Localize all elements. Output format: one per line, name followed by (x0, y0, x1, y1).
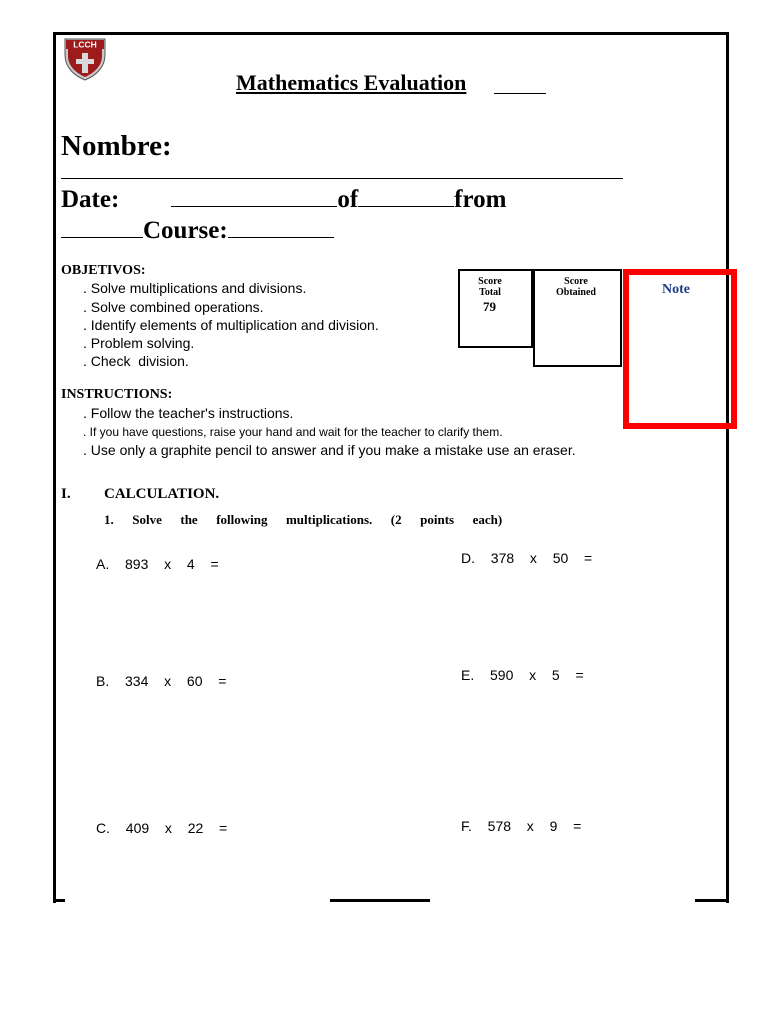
exercise-instruction: 1. Solve the following multiplications. (2 points each) (104, 512, 503, 527)
date-row (61, 184, 506, 214)
objective-item: . Solve multiplications and divisions. (83, 280, 307, 296)
section-title: CALCULATION. (104, 486, 220, 502)
score-total-label (472, 276, 508, 298)
section-number: I. (61, 486, 71, 502)
problem-c: C. 409 x 22 = (96, 820, 228, 836)
date-from-label: from (454, 186, 507, 213)
objective-item: . Identify elements of multiplication and division. (83, 317, 379, 333)
year-blank[interactable] (61, 215, 143, 238)
date-of-label: of (337, 186, 359, 213)
objective-item: . Problem solving. (83, 335, 195, 351)
score-total-label-line1: Score (478, 276, 502, 287)
score-total-value: 79 (483, 299, 496, 314)
objectives-heading: OBJETIVOS: (61, 263, 146, 278)
score-obtained-label-line2: Obtained (555, 287, 596, 298)
course-row (61, 215, 334, 245)
logo-text: LCCH (73, 39, 97, 50)
instructions-heading: INSTRUCTIONS: (61, 387, 173, 402)
date-month-blank[interactable] (358, 184, 454, 207)
page-border-bottom-center (330, 899, 430, 902)
problem-d: D. 378 x 50 = (461, 550, 593, 566)
page-border-left (53, 32, 56, 903)
objective-item: . Check division. (83, 353, 189, 369)
nombre-answer-line[interactable] (61, 178, 623, 179)
title-underline-blank (494, 93, 546, 94)
score-total-label-line2: Total (479, 287, 501, 298)
problem-e: E. 590 x 5 = (461, 667, 584, 683)
instruction-item: . If you have questions, raise your hand and wait for the teacher to clarify them. (83, 425, 503, 439)
nombre-label: Nombre: (61, 130, 172, 162)
page-border-bottom-right (695, 899, 729, 902)
page-border-right (726, 32, 729, 903)
instruction-item: . Use only a graphite pencil to answer and if you make a mistake use an eraser. (83, 442, 576, 458)
problem-f: F. 578 x 9 = (461, 818, 582, 834)
problem-b: B. 334 x 60 = (96, 673, 227, 689)
page-border-bottom-left (53, 899, 65, 902)
score-obtained-label (550, 276, 602, 298)
score-obtained-label-line1: Score (564, 276, 588, 287)
page-title: Mathematics Evaluation (236, 70, 467, 95)
page-border-top (53, 32, 729, 35)
shield-crest-icon (62, 37, 108, 81)
course-blank[interactable] (228, 215, 334, 238)
problem-a: A. 893 x 4 = (96, 556, 219, 572)
course-label: Course: (143, 217, 228, 244)
date-label: Date: (61, 186, 120, 213)
date-day-blank[interactable] (171, 184, 337, 207)
note-label: Note (662, 282, 690, 297)
instruction-item: . Follow the teacher's instructions. (83, 405, 294, 421)
objective-item: . Solve combined operations. (83, 299, 264, 315)
